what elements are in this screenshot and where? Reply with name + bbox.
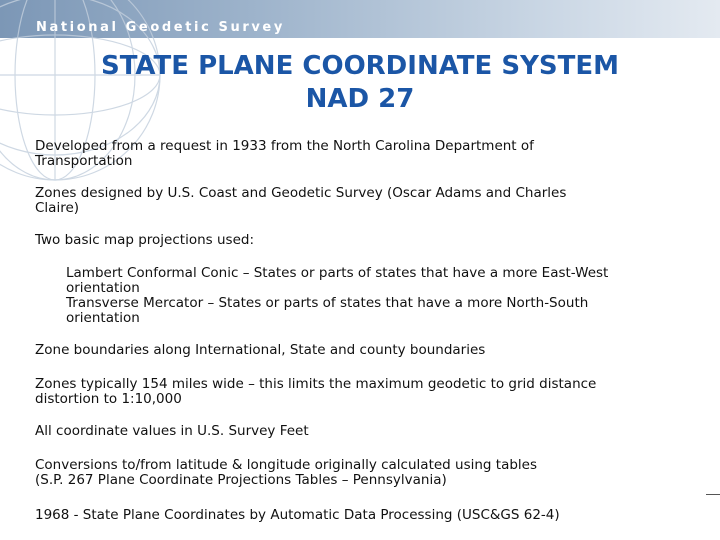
bullet-zone-width [35, 377, 596, 407]
bullet-text: Zone boundaries along International, State and county boundaries [35, 342, 486, 358]
edge-divider [706, 494, 720, 495]
sub-bullet-transverse-mercator [66, 296, 588, 326]
bullet-text: orientation [66, 310, 140, 326]
bullet-text: Lambert Conformal Conic – States or parts of states that have a more East-West [66, 265, 609, 281]
bullet-units [35, 424, 309, 439]
bullet-designers [35, 186, 566, 216]
bullet-text: (S.P. 267 Plane Coordinate Projections Tables – Pennsylvania) [35, 472, 447, 488]
bullet-text: Claire) [35, 200, 80, 216]
bullet-text: Conversions to/from latitude & longitude originally calculated using tables [35, 457, 538, 473]
bullet-1968 [35, 508, 560, 523]
slide-title-line2: NAD 27 [305, 84, 415, 114]
bullet-text: Developed from a request in 1933 from the North Carolina Department of [35, 138, 534, 154]
bullet-text: Transverse Mercator – States or parts of states that have a more North-South [66, 295, 589, 311]
bullet-text: Zones designed by U.S. Coast and Geodetic Survey (Oscar Adams and Charles [35, 185, 567, 201]
bullet-text: Transportation [35, 153, 133, 169]
bullet-text: Two basic map projections used: [35, 232, 254, 248]
bullet-text: Zones typically 154 miles wide – this limits the maximum geodetic to grid distance [35, 376, 597, 392]
organization-name: National Geodetic Survey [36, 20, 285, 35]
bullet-history [35, 139, 534, 169]
sub-bullet-lambert [66, 266, 608, 296]
slide-title-line1: STATE PLANE COORDINATE SYSTEM [100, 51, 620, 81]
bullet-text: All coordinate values in U.S. Survey Feet [35, 423, 309, 439]
slide-title [0, 50, 720, 116]
bullet-text: distortion to 1:10,000 [35, 391, 182, 407]
bullet-projections [35, 233, 254, 248]
bullet-conversions [35, 458, 537, 488]
bullet-zone-boundaries [35, 343, 485, 358]
bullet-text: 1968 - State Plane Coordinates by Automatic Data Processing (USC&GS 62-4) [35, 507, 560, 523]
bullet-text: orientation [66, 280, 140, 296]
